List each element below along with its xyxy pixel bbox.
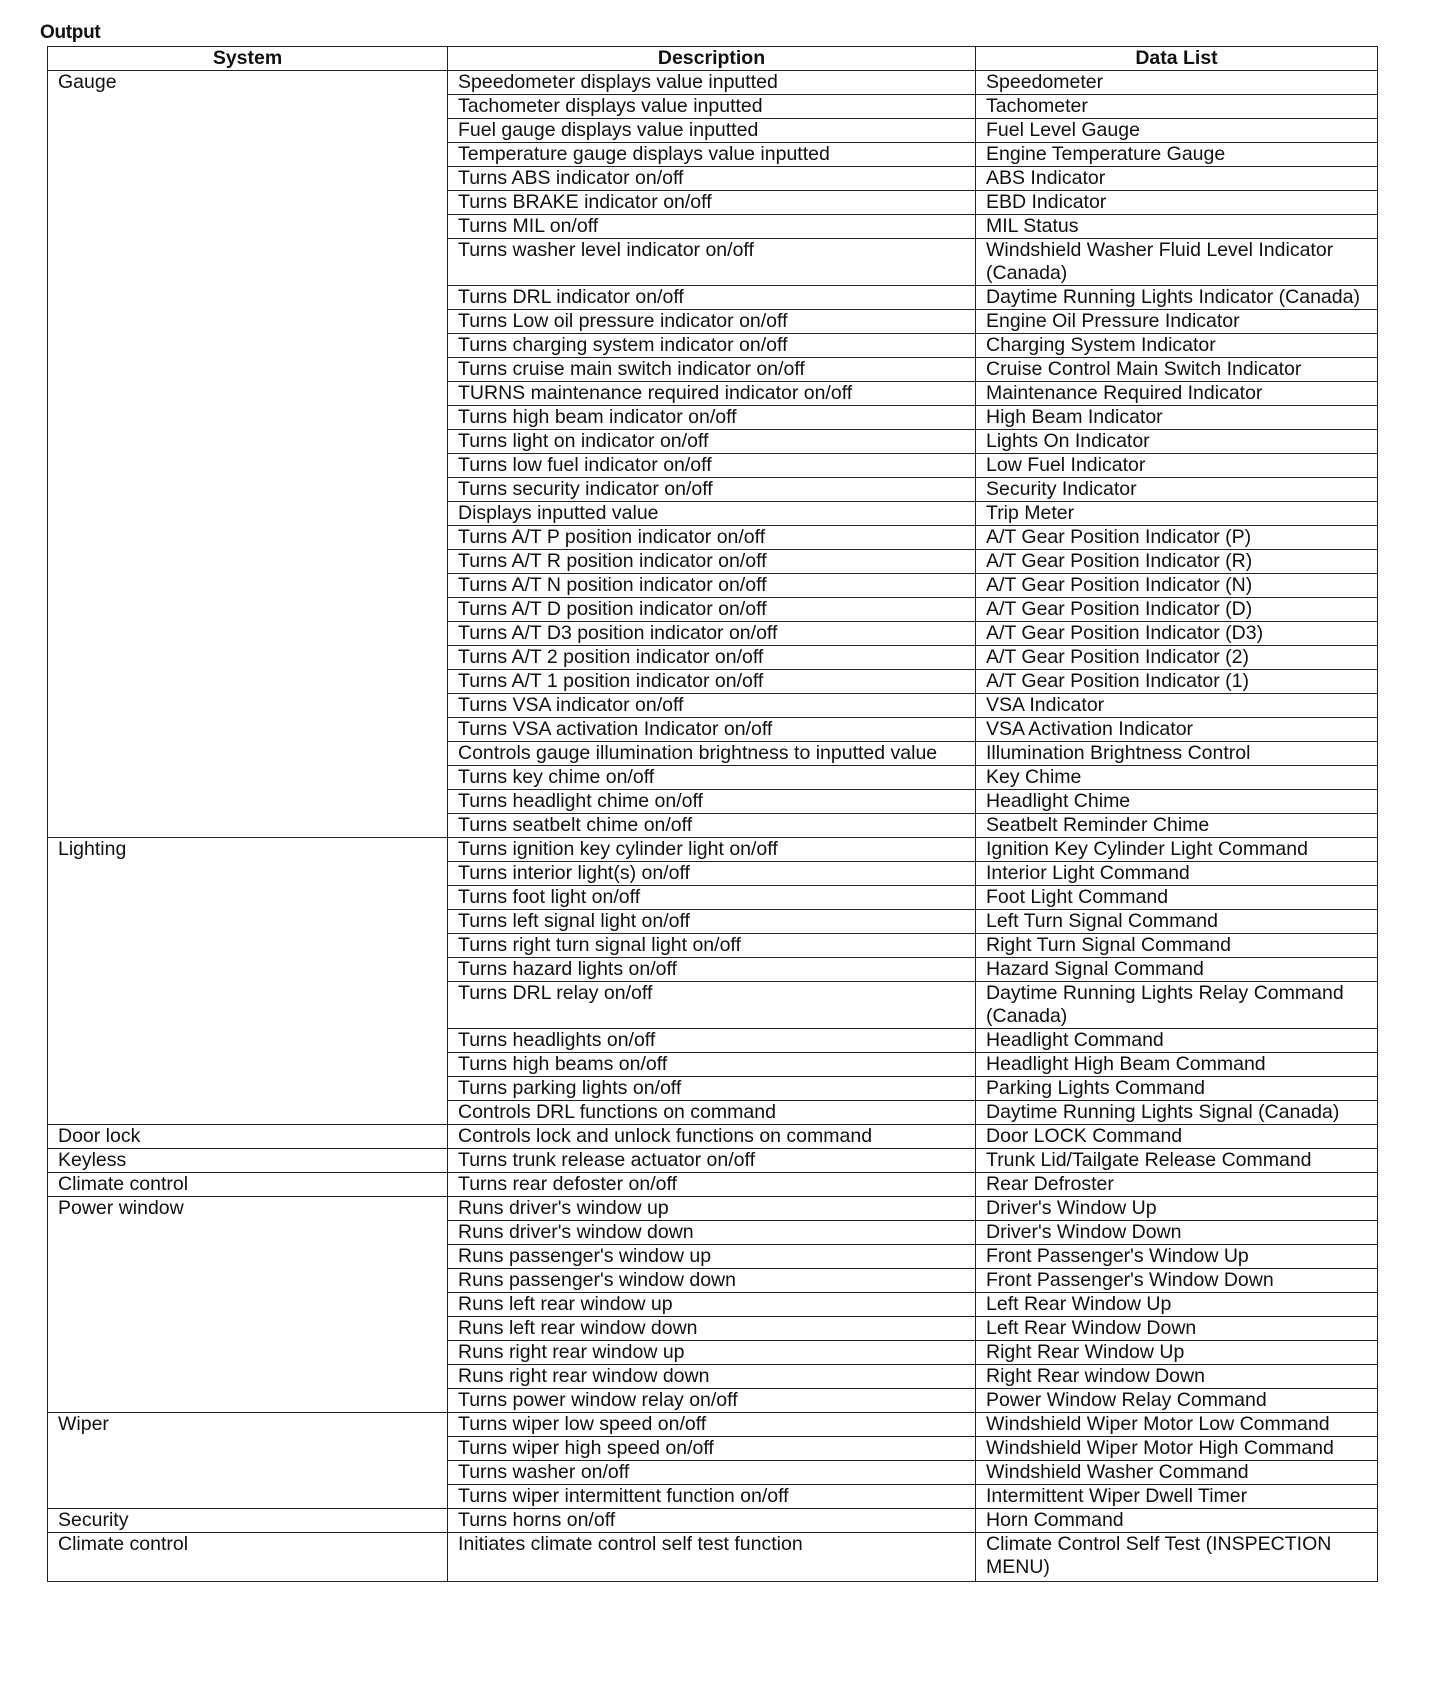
description-cell: Turns A/T P position indicator on/off [448, 526, 976, 550]
description-cell: Runs left rear window down [448, 1317, 976, 1341]
data-list-cell: Ignition Key Cylinder Light Command [976, 838, 1378, 862]
description-cell: Turns rear defoster on/off [448, 1173, 976, 1197]
data-list-cell: Headlight Chime [976, 790, 1378, 814]
table-row [48, 1413, 1378, 1437]
data-list-cell: A/T Gear Position Indicator (1) [976, 670, 1378, 694]
description-cell: Turns low fuel indicator on/off [448, 454, 976, 478]
header-row [48, 47, 1378, 71]
data-list-cell: Left Turn Signal Command [976, 910, 1378, 934]
description-cell: Turns A/T 2 position indicator on/off [448, 646, 976, 670]
description-cell: Turns light on indicator on/off [448, 430, 976, 454]
description-cell: Turns high beam indicator on/off [448, 406, 976, 430]
data-list-cell: Horn Command [976, 1509, 1378, 1533]
description-cell: Turns A/T R position indicator on/off [448, 550, 976, 574]
table-row [48, 1149, 1378, 1173]
data-list-cell: EBD Indicator [976, 191, 1378, 215]
description-cell: Runs passenger's window down [448, 1269, 976, 1293]
table-body [48, 71, 1378, 1582]
table-row [48, 71, 1378, 95]
data-list-cell: Front Passenger's Window Down [976, 1269, 1378, 1293]
description-cell: Turns wiper intermittent function on/off [448, 1485, 976, 1509]
data-list-cell: Trunk Lid/Tailgate Release Command [976, 1149, 1378, 1173]
data-list-cell: Lights On Indicator [976, 430, 1378, 454]
description-cell: Speedometer displays value inputted [448, 71, 976, 95]
data-list-cell: A/T Gear Position Indicator (D3) [976, 622, 1378, 646]
data-list-cell: Intermittent Wiper Dwell Timer [976, 1485, 1378, 1509]
data-list-cell: Driver's Window Up [976, 1197, 1378, 1221]
description-cell: Runs driver's window up [448, 1197, 976, 1221]
data-list-cell: Low Fuel Indicator [976, 454, 1378, 478]
description-cell: Turns hazard lights on/off [448, 958, 976, 982]
data-list-cell: Daytime Running Lights Relay Command (Canada) [976, 982, 1378, 1029]
table-row [48, 1533, 1378, 1582]
description-cell: Turns parking lights on/off [448, 1077, 976, 1101]
description-cell: Turns MIL on/off [448, 215, 976, 239]
description-cell: Fuel gauge displays value inputted [448, 119, 976, 143]
description-cell: Turns left signal light on/off [448, 910, 976, 934]
description-cell: Controls gauge illumination brightness to inputted value [448, 742, 976, 766]
description-cell: Turns ABS indicator on/off [448, 167, 976, 191]
data-list-cell: High Beam Indicator [976, 406, 1378, 430]
description-cell: Turns BRAKE indicator on/off [448, 191, 976, 215]
data-list-cell: Door LOCK Command [976, 1125, 1378, 1149]
data-list-cell: Parking Lights Command [976, 1077, 1378, 1101]
data-list-cell: Climate Control Self Test (INSPECTION MENU) [976, 1533, 1378, 1582]
description-cell: Turns VSA activation Indicator on/off [448, 718, 976, 742]
data-list-cell: Headlight High Beam Command [976, 1053, 1378, 1077]
data-list-cell: Foot Light Command [976, 886, 1378, 910]
system-cell: Wiper [48, 1413, 448, 1509]
data-list-cell: Front Passenger's Window Up [976, 1245, 1378, 1269]
description-cell: Turns trunk release actuator on/off [448, 1149, 976, 1173]
description-cell: Turns headlight chime on/off [448, 790, 976, 814]
description-cell: Controls DRL functions on command [448, 1101, 976, 1125]
data-list-cell: A/T Gear Position Indicator (R) [976, 550, 1378, 574]
data-list-cell: Charging System Indicator [976, 334, 1378, 358]
data-list-cell: Engine Temperature Gauge [976, 143, 1378, 167]
data-list-cell: Daytime Running Lights Signal (Canada) [976, 1101, 1378, 1125]
description-cell: Turns wiper low speed on/off [448, 1413, 976, 1437]
data-list-cell: Key Chime [976, 766, 1378, 790]
data-list-cell: Speedometer [976, 71, 1378, 95]
description-cell: Turns charging system indicator on/off [448, 334, 976, 358]
description-cell: Turns A/T D3 position indicator on/off [448, 622, 976, 646]
description-cell: Runs left rear window up [448, 1293, 976, 1317]
description-cell: Runs passenger's window up [448, 1245, 976, 1269]
data-list-cell: Windshield Washer Fluid Level Indicator (Canada) [976, 239, 1378, 286]
data-list-cell: Fuel Level Gauge [976, 119, 1378, 143]
data-list-cell: Right Rear Window Up [976, 1341, 1378, 1365]
data-list-cell: Interior Light Command [976, 862, 1378, 886]
data-list-cell: VSA Activation Indicator [976, 718, 1378, 742]
data-list-cell: Cruise Control Main Switch Indicator [976, 358, 1378, 382]
system-column-header: System [48, 47, 448, 71]
system-cell: Security [48, 1509, 448, 1533]
description-cell: Turns wiper high speed on/off [448, 1437, 976, 1461]
data-list-cell: Tachometer [976, 95, 1378, 119]
description-cell: Turns cruise main switch indicator on/off [448, 358, 976, 382]
description-cell: Turns interior light(s) on/off [448, 862, 976, 886]
description-cell: Turns right turn signal light on/off [448, 934, 976, 958]
data-list-cell: Power Window Relay Command [976, 1389, 1378, 1413]
data-list-cell: A/T Gear Position Indicator (P) [976, 526, 1378, 550]
system-cell: Gauge [48, 71, 448, 838]
data-list-cell: A/T Gear Position Indicator (N) [976, 574, 1378, 598]
description-cell: Turns DRL relay on/off [448, 982, 976, 1029]
data-list-cell: Rear Defroster [976, 1173, 1378, 1197]
description-cell: Turns headlights on/off [448, 1029, 976, 1053]
table-row [48, 1509, 1378, 1533]
system-cell: Lighting [48, 838, 448, 1125]
data-list-cell: Right Turn Signal Command [976, 934, 1378, 958]
data-list-cell: Daytime Running Lights Indicator (Canada) [976, 286, 1378, 310]
data-list-cell: Maintenance Required Indicator [976, 382, 1378, 406]
system-cell: Power window [48, 1197, 448, 1413]
description-cell: Turns Low oil pressure indicator on/off [448, 310, 976, 334]
description-cell: Controls lock and unlock functions on command [448, 1125, 976, 1149]
data-list-cell: Windshield Wiper Motor High Command [976, 1437, 1378, 1461]
description-cell: Turns DRL indicator on/off [448, 286, 976, 310]
data-list-cell: Seatbelt Reminder Chime [976, 814, 1378, 838]
table-row [48, 838, 1378, 862]
data-list-cell: Trip Meter [976, 502, 1378, 526]
data-list-cell: A/T Gear Position Indicator (2) [976, 646, 1378, 670]
description-cell: Turns foot light on/off [448, 886, 976, 910]
description-cell: Turns security indicator on/off [448, 478, 976, 502]
description-cell: Turns VSA indicator on/off [448, 694, 976, 718]
description-column-header: Description [448, 47, 976, 71]
description-cell: Runs driver's window down [448, 1221, 976, 1245]
data-list-cell: Hazard Signal Command [976, 958, 1378, 982]
data-list-cell: Headlight Command [976, 1029, 1378, 1053]
description-cell: Turns key chime on/off [448, 766, 976, 790]
data-list-cell: ABS Indicator [976, 167, 1378, 191]
description-cell: Turns seatbelt chime on/off [448, 814, 976, 838]
data-list-cell: MIL Status [976, 215, 1378, 239]
system-cell: Keyless [48, 1149, 448, 1173]
data-list-cell: Left Rear Window Up [976, 1293, 1378, 1317]
description-cell: Tachometer displays value inputted [448, 95, 976, 119]
table-row [48, 1173, 1378, 1197]
description-cell: Turns horns on/off [448, 1509, 976, 1533]
description-cell: Initiates climate control self test function [448, 1533, 976, 1582]
description-cell: Turns A/T 1 position indicator on/off [448, 670, 976, 694]
data-list-cell: Windshield Washer Command [976, 1461, 1378, 1485]
table-row [48, 1125, 1378, 1149]
data-list-cell: VSA Indicator [976, 694, 1378, 718]
description-cell: Temperature gauge displays value inputted [448, 143, 976, 167]
description-cell: Turns washer on/off [448, 1461, 976, 1485]
system-cell: Door lock [48, 1125, 448, 1149]
output-table [47, 46, 1378, 1582]
description-cell: Turns power window relay on/off [448, 1389, 976, 1413]
data-list-column-header: Data List [976, 47, 1378, 71]
data-list-cell: A/T Gear Position Indicator (D) [976, 598, 1378, 622]
data-list-cell: Right Rear window Down [976, 1365, 1378, 1389]
data-list-cell: Driver's Window Down [976, 1221, 1378, 1245]
description-cell: Turns A/T N position indicator on/off [448, 574, 976, 598]
description-cell: Runs right rear window up [448, 1341, 976, 1365]
table-row [48, 1197, 1378, 1221]
data-list-cell: Illumination Brightness Control [976, 742, 1378, 766]
system-cell: Climate control [48, 1533, 448, 1582]
description-cell: Turns washer level indicator on/off [448, 239, 976, 286]
system-cell: Climate control [48, 1173, 448, 1197]
data-list-cell: Security Indicator [976, 478, 1378, 502]
description-cell: TURNS maintenance required indicator on/off [448, 382, 976, 406]
description-cell: Turns A/T D position indicator on/off [448, 598, 976, 622]
data-list-cell: Windshield Wiper Motor Low Command [976, 1413, 1378, 1437]
page-title: Output [40, 22, 101, 43]
description-cell: Turns ignition key cylinder light on/off [448, 838, 976, 862]
data-list-cell: Left Rear Window Down [976, 1317, 1378, 1341]
description-cell: Turns high beams on/off [448, 1053, 976, 1077]
description-cell: Displays inputted value [448, 502, 976, 526]
description-cell: Runs right rear window down [448, 1365, 976, 1389]
data-list-cell: Engine Oil Pressure Indicator [976, 310, 1378, 334]
